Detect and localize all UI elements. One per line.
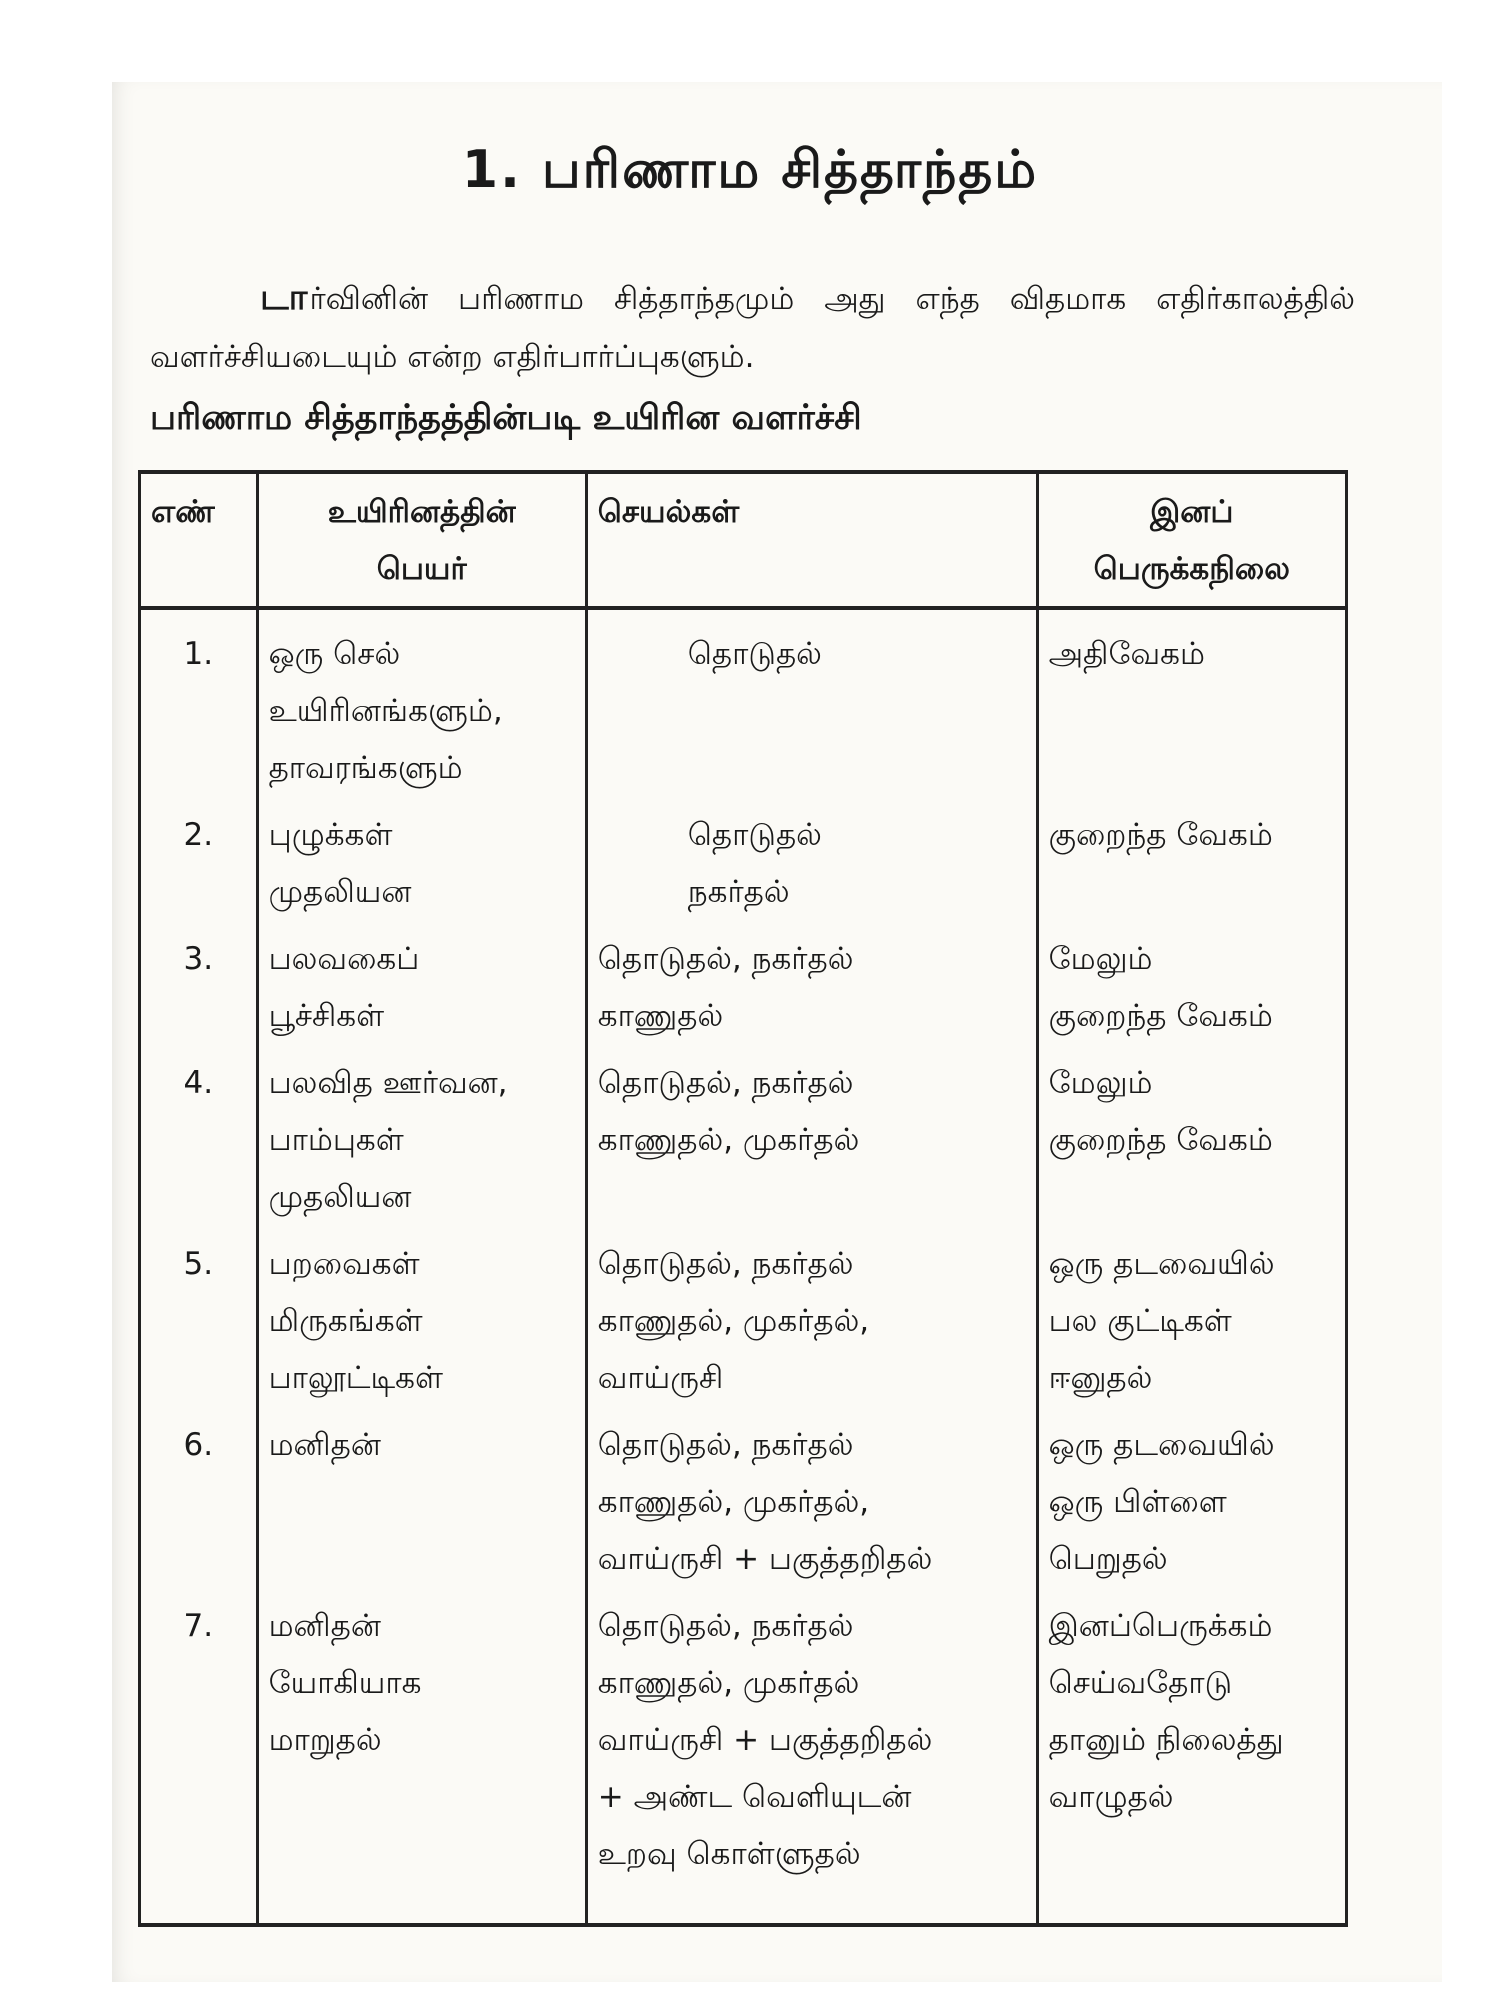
activities [586,608,1037,807]
organism-name-line: பாலூட்டிகள் [268,1360,443,1396]
table-row [140,807,1347,931]
organism-name-line: புழுக்கள் [268,817,393,853]
intro-text: ர்வினின் பரிணாம சித்தாந்தமும் அது எந்த விதமாக எதிர்காலத்தில் வளர்ச்சியடையும் என்ற எதிர்பார்ப்புகளும். [150,281,1355,375]
organism-name-line: தாவரங்களும் [268,750,463,786]
table-row [140,1055,1347,1236]
header-reproduction [1037,472,1346,608]
organism-name-line: பலவகைப் [268,941,420,977]
reproduction-line: குறைந்த வேகம் [1048,1122,1273,1158]
organism-name-line: பூச்சிகள் [268,998,385,1034]
intro-dropcap: டா [260,277,308,318]
activities [586,1055,1037,1236]
reproduction-line: ஒரு தடவையில் [1048,1427,1275,1463]
reproduction-line: ஈனுதல் [1048,1360,1153,1396]
reproduction-state [1037,807,1346,931]
activities-line: காணுதல் [597,998,724,1034]
table-row [140,1598,1347,1925]
activities [586,931,1037,1055]
activities-line: காணுதல், முகர்தல், [597,1303,870,1339]
activities-line: தொடுதல் [687,817,822,853]
activities [586,1598,1037,1925]
activities-line: தொடுதல், நகர்தல் [597,1065,854,1101]
activities-line: நகர்தல் [687,874,790,910]
organism-name-line: மனிதன் [268,1608,381,1644]
table-body [140,608,1347,1925]
header-activities: செயல்கள் [586,472,1037,608]
table-row [140,1236,1347,1417]
header-reproduction-line: இனப் [1150,494,1234,530]
organism-name-line: பறவைகள் [268,1246,420,1282]
table-header [140,472,1347,608]
reproduction-line: மேலும் [1048,941,1153,977]
organism-name-line: முதலியன [268,874,412,910]
reproduction-state [1037,931,1346,1055]
row-number: 7. [140,1598,258,1925]
header-number: எண் [140,472,258,608]
evolution-table [138,470,1348,1927]
activities-line: வாய்ருசி + பகுத்தறிதல் [597,1541,933,1577]
chapter-title: 1. பரிணாம சித்தாந்தம் [461,139,1039,200]
intro-paragraph [150,269,1355,386]
reproduction-state [1037,1417,1346,1598]
row-number: 5. [140,1236,258,1417]
reproduction-line: மேலும் [1048,1065,1153,1101]
reproduction-state [1037,1055,1346,1236]
organism-name [257,1055,586,1236]
reproduction-line: குறைந்த வேகம் [1048,817,1273,853]
reproduction-line: இனப்பெருக்கம் [1048,1608,1273,1644]
activities-line: உறவு கொள்ளுதல் [597,1836,861,1872]
row-number: 1. [140,608,258,807]
activities-line: காணுதல், முகர்தல், [597,1484,870,1520]
activities-line: + அண்ட வெளியுடன் [597,1779,912,1815]
organism-name [257,807,586,931]
organism-name-line: யோகியாக [268,1665,422,1701]
reproduction-state [1037,1598,1346,1925]
activities-line: தொடுதல் [687,636,822,672]
header-name-line: பெயர் [376,551,467,587]
activities [586,1417,1037,1598]
table-row [140,931,1347,1055]
organism-name-line: ஒரு செல் [268,636,401,672]
reproduction-line: தானும் நிலைத்து [1048,1722,1284,1758]
reproduction-state [1037,1236,1346,1417]
reproduction-line: செய்வதோடு [1048,1665,1233,1701]
activities-line: காணுதல், முகர்தல் [597,1122,860,1158]
activities [586,807,1037,931]
table-row [140,608,1347,807]
organism-name-line: பாம்புகள் [268,1122,404,1158]
organism-name [257,1598,586,1925]
organism-name-line: முதலியன [268,1179,412,1215]
row-number: 2. [140,807,258,931]
row-number: 4. [140,1055,258,1236]
organism-name-line: மனிதன் [268,1427,381,1463]
header-name-line: உயிரினத்தின் [327,494,516,530]
reproduction-line: அதிவேகம் [1048,636,1205,672]
header-row [140,472,1347,608]
table-row [140,1417,1347,1598]
organism-name-line: உயிரினங்களும், [268,693,503,729]
organism-name-line: மாறுதல் [268,1722,382,1758]
reproduction-line: ஒரு பிள்ளை [1048,1484,1227,1520]
activities [586,1236,1037,1417]
activities-line: தொடுதல், நகர்தல் [597,1427,854,1463]
activities-line: தொடுதல், நகர்தல் [597,1608,854,1644]
activities-line: வாய்ருசி + பகுத்தறிதல் [597,1722,933,1758]
reproduction-line: வாழுதல் [1048,1779,1174,1815]
section-title: பரிணாம சித்தாந்தத்தின்படி உயிரின வளர்ச்சி [150,398,862,438]
organism-name [257,931,586,1055]
activities-line: தொடுதல், நகர்தல் [597,941,854,977]
organism-name-line: பலவித ஊர்வன, [268,1065,508,1101]
activities-line: தொடுதல், நகர்தல் [597,1246,854,1282]
reproduction-line: பல குட்டிகள் [1048,1303,1232,1339]
reproduction-line: ஒரு தடவையில் [1048,1246,1275,1282]
organism-name [257,608,586,807]
organism-name [257,1417,586,1598]
row-number: 6. [140,1417,258,1598]
organism-name-line: மிருகங்கள் [268,1303,423,1339]
reproduction-state [1037,608,1346,807]
header-reproduction-line: பெருக்கநிலை [1093,551,1290,587]
activities-line: வாய்ருசி [597,1360,724,1396]
reproduction-line: பெறுதல் [1048,1541,1168,1577]
reproduction-line: குறைந்த வேகம் [1048,998,1273,1034]
activities-line: காணுதல், முகர்தல் [597,1665,860,1701]
row-number: 3. [140,931,258,1055]
organism-name [257,1236,586,1417]
header-name [257,472,586,608]
